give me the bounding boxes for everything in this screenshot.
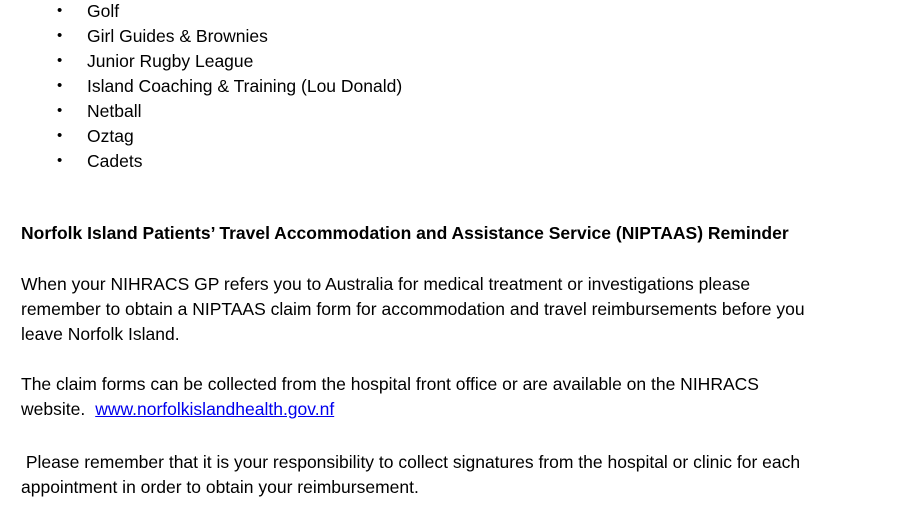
list-item-text: Girl Guides & Brownies: [87, 26, 268, 46]
list-item-text: Oztag: [87, 126, 134, 146]
list-item-text: Island Coaching & Training (Lou Donald): [87, 76, 403, 96]
paragraph-line: When your NIHRACS GP refers you to Australia for medical treatment or investigations please: [21, 274, 751, 294]
paragraph-line: leave Norfolk Island.: [21, 324, 180, 344]
bullet-icon: •: [57, 27, 63, 44]
paragraph-line: appointment in order to obtain your reimbursement.: [21, 477, 419, 497]
list-item-text: Netball: [87, 101, 142, 121]
list-item-text: Cadets: [87, 151, 143, 171]
referral-paragraph: [21, 272, 881, 347]
list-item-text: Golf: [87, 1, 120, 21]
paragraph-line: The claim forms can be collected from the hospital front office or are available on the NIHRACS: [21, 374, 759, 394]
bullet-icon: •: [57, 102, 63, 119]
bullet-icon: •: [57, 77, 63, 94]
claim-forms-paragraph: [21, 372, 881, 422]
website-link[interactable]: www.norfolkislandhealth.gov.nf: [95, 399, 335, 419]
section-heading: Norfolk Island Patients’ Travel Accommodation and Assistance Service (NIPTAAS) Reminder: [21, 223, 789, 243]
list-item-text: Junior Rugby League: [87, 51, 254, 71]
signatures-paragraph: [21, 450, 881, 500]
bullet-icon: •: [57, 52, 63, 69]
paragraph-line: [21, 397, 881, 422]
bullet-icon: •: [57, 152, 63, 169]
bullet-icon: •: [57, 2, 63, 19]
paragraph-line: Please remember that it is your responsibility to collect signatures from the hospital or clinic for each: [21, 452, 801, 472]
bullet-icon: •: [57, 127, 63, 144]
website-prefix: website.: [21, 399, 86, 419]
paragraph-line: remember to obtain a NIPTAAS claim form for accommodation and travel reimbursements before you: [21, 299, 805, 319]
